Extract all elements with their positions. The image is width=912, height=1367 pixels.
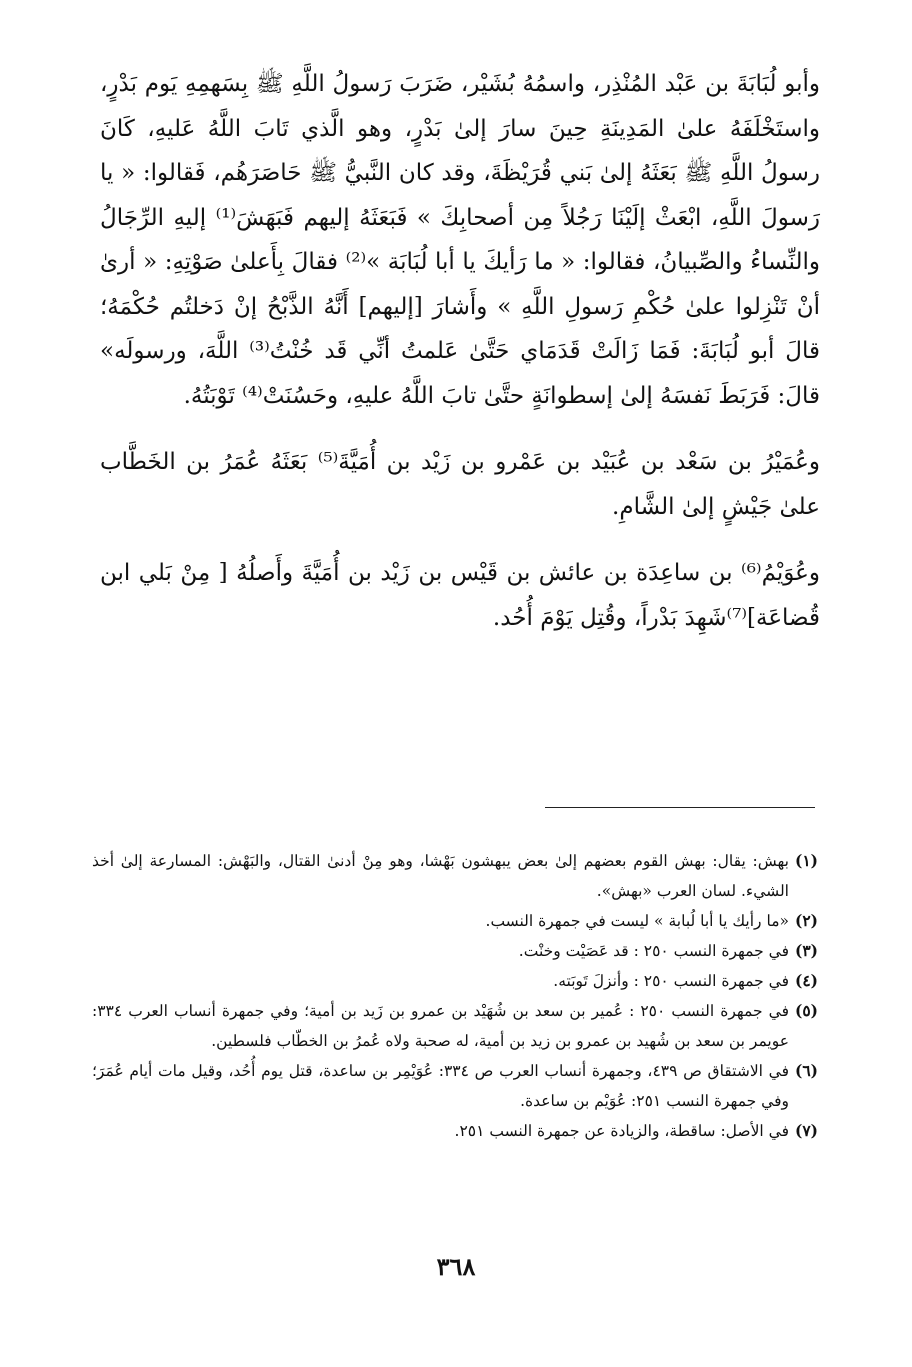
footnote-number: (٢) bbox=[794, 911, 818, 930]
footnote-number: (٦) bbox=[794, 1061, 818, 1080]
footnote-text: في جمهرة النسب ٢٥٠ : قد عَصَيْت وخنْت. bbox=[518, 942, 789, 960]
footnote-text: في جمهرة النسب ٢٥٠ : وأنزلَ تَوبَته. bbox=[553, 972, 789, 990]
footnote-text: «ما رأيك يا أبا لُبابة » ليست في جمهرة النسب. bbox=[485, 912, 789, 930]
paragraph-umair: وعُمَيْرُ بن سَعْد بن عُبَيْد بن عَمْرو بن زَيْد بن أُمَيَّةَ⁽⁵⁾ بَعَثَهُ عُمَرُ بن الخَطَّاب علىٰ جَيْشٍ إلىٰ الشَّامِ. bbox=[100, 449, 820, 520]
footnote-text: في جمهرة النسب ٢٥٠ : عُمير بن سعد بن شُهَيْد بن عمرو بن زَيد بن أمية؛ وفي جمهرة أنساب العرب ٣٣٤: عويمر بن سعد بن شُهيد بن عمرو بن زيد بن أمية، له صحبة ولاه عُمرُ بن الخطّاب فلسطين. bbox=[92, 1002, 789, 1050]
footnote-1 bbox=[92, 846, 818, 906]
footnote-number: (٣) bbox=[794, 941, 818, 960]
footnote-separator bbox=[545, 807, 815, 808]
footnote-number: (١) bbox=[794, 851, 818, 870]
paragraph-uwaim: وعُوَيْمُ⁽⁶⁾ بن ساعِدَة بن عائش بن قَيْس بن زَيْد بن أُمَيَّةَ وأَصلُهُ [ مِنْ بَلي ابن قُضاعَة]⁽⁷⁾شَهِدَ بَدْراً، وقُتِل يَوْمَ أُحُد. bbox=[100, 560, 820, 631]
footnote-text: في الاشتقاق ص ٤٣٩، وجمهرة أنساب العرب ص ٣٣٤: عُوَيْمِر بن ساعدة، قتل يوم أُحُد، وقيل مات أيام عُمَرَ؛ وفي جمهرة النسب ٢٥١: عُوَيْم بن ساعدة. bbox=[92, 1062, 789, 1110]
footnote-text: في الأصل: ساقطة، والزيادة عن جمهرة النسب ٢٥١. bbox=[454, 1122, 789, 1140]
main-text bbox=[100, 62, 820, 640]
footnotes bbox=[92, 846, 818, 1146]
footnote-2 bbox=[92, 906, 818, 936]
page-number: ٣٦٨ bbox=[436, 1252, 476, 1281]
footnote-6 bbox=[92, 1056, 818, 1116]
footnote-7 bbox=[92, 1116, 818, 1146]
paragraph-abu-lubaba: وأبو لُبَابَةَ بن عَبْد المُنْذِر، واسمُهُ بُشَيْر، ضَرَبَ رَسولُ اللَّهِ ﷺ بِسَهمِهِ يَوم بَدْرٍ، واستَخْلَفَهُ علىٰ المَدِينَةِ حِينَ سارَ إلىٰ بَدْرٍ، وهو الَّذي تَابَ اللَّهُ عَليهِ، كَانَ رسولُ اللَّهِ ﷺ بَعَثَهُ إلىٰ بَني قُرَيْظَةَ، وقد كان النَّبيُّ ﷺ حَاصَرَهُم، فَقالوا: « يا رَسولَ اللَّهِ، ابْعَثْ إلَيْنَا رَجُلاً مِن أصحابِكَ » فَبَعَثَهُ إليهم فَبَهَشَ⁽¹⁾ إليهِ الرِّجَالُ والنِّساءُ والصِّبيانُ، فقالوا: « ما رَأيكَ يا أبا لُبَابَة »⁽²⁾ فقالَ بِأَعلىٰ صَوْتِهِ: « أرىٰ أنْ تَنْزِلوا علىٰ حُكْمِ رَسولِ اللَّهِ » وأَشارَ [إليهم] أَنَّهُ الذَّبْحُ إنْ دَخلتُم حُكْمَهُ؛ قالَ أبو لُبَابَةَ: فَمَا زَالَتْ قَدَمَاي حَتَّىٰ عَلمتُ أنِّي قَد خُنْتُ⁽³⁾ اللَّهَ، ورسولَه» قالَ: فَرَبَطَ نَفسَهُ إلىٰ إسطوانَةٍ حتَّىٰ تابَ اللَّهُ عليهِ، وحَسُنَتْ⁽⁴⁾ تَوْبَتُهُ. bbox=[100, 71, 821, 409]
footnote-4 bbox=[92, 966, 818, 996]
footnote-number: (٤) bbox=[794, 971, 818, 990]
footnote-text: بهش: يقال: بهش القوم بعضهم إلىٰ بعض يبهشون بَهْشا، وهو مِنْ أدنىٰ القتال، والبَهْش: المسارعة إلىٰ أخذ الشيء. لسان العرب «بهش». bbox=[92, 852, 789, 900]
footnote-5 bbox=[92, 996, 818, 1056]
footnote-number: (٧) bbox=[794, 1121, 818, 1140]
footnote-3 bbox=[92, 936, 818, 966]
footnote-number: (٥) bbox=[794, 1001, 818, 1020]
